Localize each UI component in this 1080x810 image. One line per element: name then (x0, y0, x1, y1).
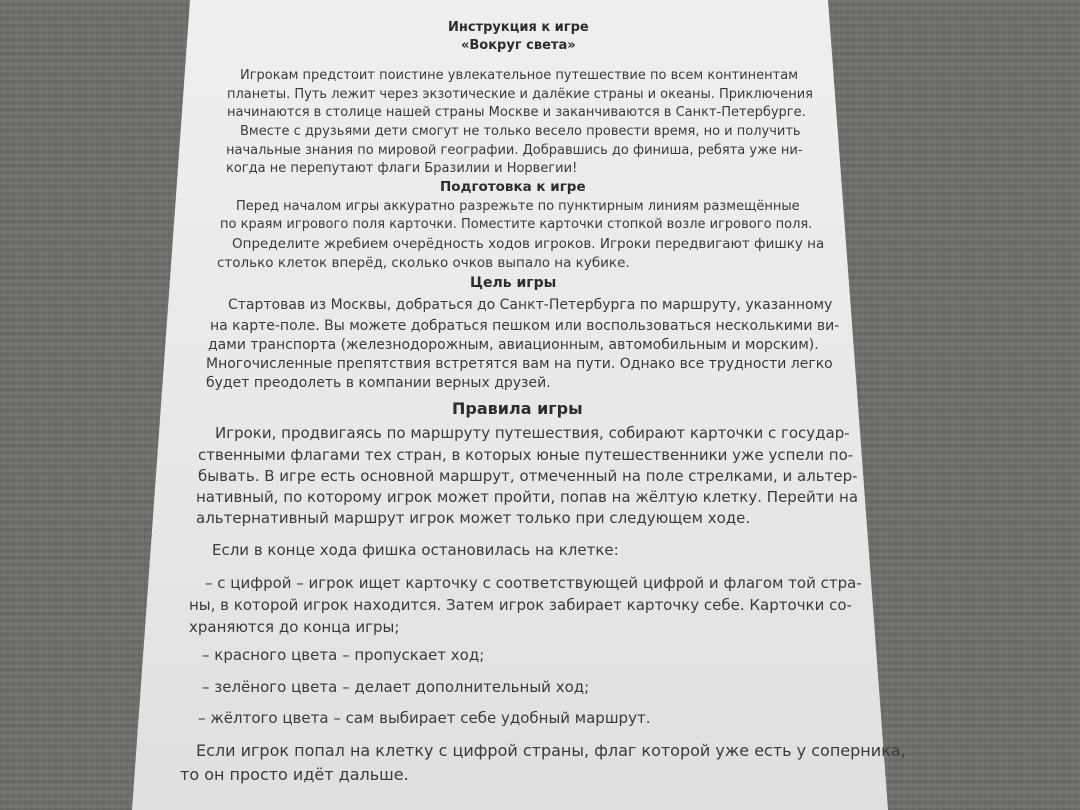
rules-line: альтернативный маршрут игрок может только при следующем ходе. (196, 509, 751, 527)
rule-digit-line: – с цифрой – игрок ищет карточку с соответствующей цифрой и флагом той стра- (205, 574, 862, 592)
title-line-2: «Вокруг света» (461, 38, 576, 53)
preparation-line: Перед началом игры аккуратно разрежьте по пунктирным линиям размещённые (236, 199, 800, 214)
goal-line: Многочисленные препятствия встретятся вам на пути. Однако все трудности легко (206, 356, 833, 372)
preparation-line: Определите жребием очерёдность ходов игроков. Игроки передвигают фишку на (232, 236, 825, 252)
rules-line: бывать. В игре есть основной маршрут, отмеченный на поле стрелками, и альтер- (198, 467, 858, 485)
intro-line: планеты. Путь лежит через экзотические и далёкие страны и океаны. Приключения (227, 87, 814, 102)
intro-line: Вместе с друзьями дети смогут не только весело провести время, но и получить (240, 124, 801, 139)
goal-line: дами транспорта (железнодорожным, авиационным, автомобильным и морским). (208, 337, 819, 353)
rule-digit-line: ны, в которой игрок находится. Затем игрок забирает карточку себе. Карточки со- (189, 596, 852, 614)
section-heading-preparation: Подготовка к игре (440, 179, 586, 195)
section-heading-goal: Цель игры (470, 275, 557, 291)
final-line: то он просто идёт дальше. (180, 765, 409, 784)
title-line-1: Инструкция к игре (448, 20, 589, 35)
goal-line: будет преодолеть в компании верных друзей. (206, 375, 551, 391)
preparation-line: по краям игрового поля карточки. Поместите карточки стопкой возле игрового поля. (220, 217, 813, 232)
rule-digit-line: храняются до конца игры; (189, 618, 400, 636)
preparation-line: столько клеток вперёд, сколько очков выпало на кубике. (217, 255, 630, 271)
rule-intro: Если в конце хода фишка остановилась на клетке: (212, 541, 619, 559)
rule-green: – зелёного цвета – делает дополнительный ход; (202, 678, 590, 696)
rules-line: Игроки, продвигаясь по маршруту путешествия, собирают карточки с государ- (215, 424, 850, 442)
rules-line: ственными флагами тех стран, в которых юные путешественники уже успели по- (198, 446, 854, 464)
intro-line: начинаются в столице нашей страны Москве и заканчиваются в Санкт-Петербурге. (227, 105, 806, 120)
intro-line: Игрокам предстоит поистине увлекательное путешествие по всем континентам (240, 68, 799, 83)
section-heading-rules: Правила игры (452, 399, 583, 418)
goal-line: Стартовав из Москвы, добраться до Санкт-Петербурга по маршруту, указанному (228, 297, 833, 313)
intro-line: когда не перепутают флаги Бразилии и Норвегии! (226, 161, 578, 176)
goal-line: на карте-поле. Вы можете добраться пешком или воспользоваться несколькими ви- (210, 318, 840, 334)
rule-yellow: – жёлтого цвета – сам выбирает себе удобный маршрут. (198, 709, 651, 727)
rule-red: – красного цвета – пропускает ход; (202, 646, 485, 664)
final-line: Если игрок попал на клетку с цифрой страны, флаг которой уже есть у соперника, (196, 741, 906, 760)
rules-line: нативный, по которому игрок может пройти, попав на жёлтую клетку. Перейти на (196, 488, 859, 506)
intro-line: начальные знания по мировой географии. Добравшись до финиша, ребята уже ни- (226, 143, 803, 158)
